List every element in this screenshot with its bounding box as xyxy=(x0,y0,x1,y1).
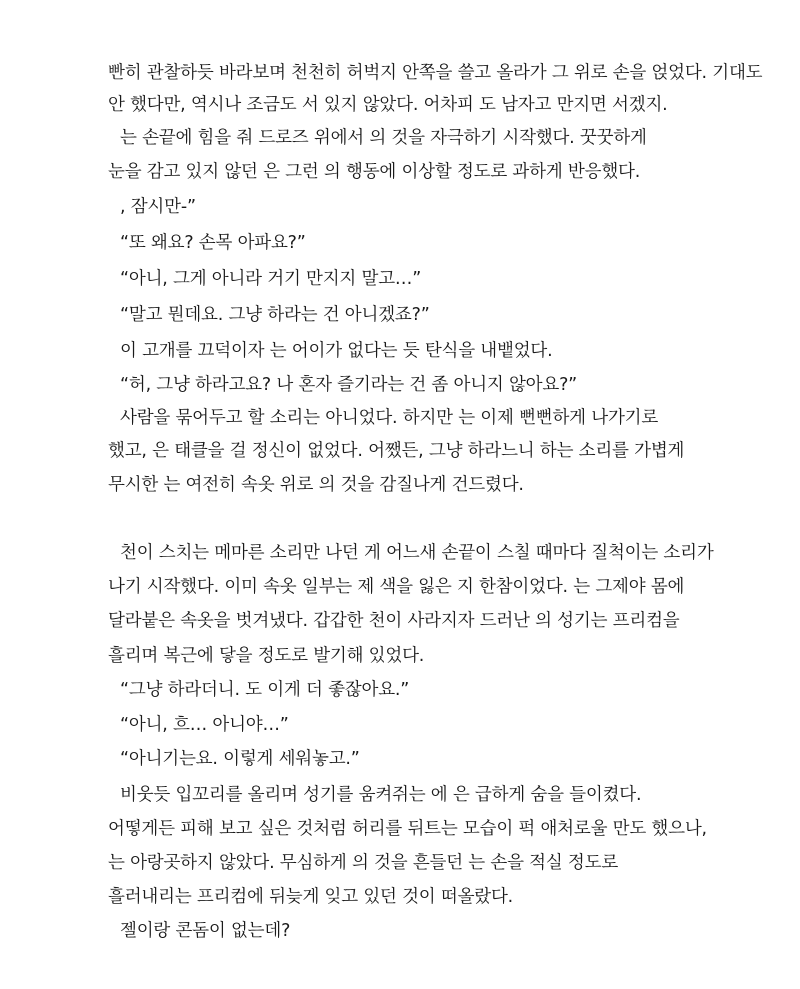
text-line: 이 고개를 끄덕이자 는 어이가 없다는 듯 탄식을 내뱉었다. xyxy=(120,341,553,361)
text-line: 눈을 감고 있지 않던 은 그런 의 행동에 이상할 정도로 과하게 반응했다. xyxy=(108,162,641,182)
text-line: 했고, 은 태클을 걸 정신이 없었다. 어쨌든, 그냥 하라느니 하는 소리를 가볍게 xyxy=(108,441,685,461)
text-line: “아니, 그게 아니라 거기 만지지 말고…” xyxy=(120,269,422,289)
text-line: 흘리며 복근에 닿을 정도로 발기해 있었다. xyxy=(108,646,425,666)
text-line: 무시한 는 여전히 속옷 위로 의 것을 감질나게 건드렸다. xyxy=(108,475,524,495)
text-line: , 잠시만-” xyxy=(120,197,196,217)
text-line: 빤히 관찰하듯 바라보며 천천히 허벅지 안쪽을 쓸고 올라가 그 위로 손을 얹었다. 기대도 xyxy=(108,63,763,83)
text-line: 달라붙은 속옷을 벗겨냈다. 갑갑한 천이 사라지자 드러난 의 성기는 프리컴을 xyxy=(108,611,680,631)
text-line: “말고 뭔데요. 그냥 하라는 건 아니겠죠?” xyxy=(120,305,430,325)
text-line: 안 했다만, 역시나 조금도 서 있지 않았다. 어차피 도 남자고 만지면 서겠지. xyxy=(108,95,668,115)
text-line: 어떻게든 피해 보고 싶은 것처럼 허리를 뒤트는 모습이 퍽 애처로울 만도 했으나, xyxy=(108,819,707,839)
text-line: “또 왜요? 손목 아파요?” xyxy=(120,233,306,253)
text-line: 나기 시작했다. 이미 속옷 일부는 제 색을 잃은 지 한참이었다. 는 그제야 몸에 xyxy=(108,577,685,597)
text-line: “허, 그냥 하라고요? 나 혼자 즐기라는 건 좀 아니지 않아요?” xyxy=(120,375,578,395)
text-line: 비웃듯 입꼬리를 올리며 성기를 움켜쥐는 에 은 급하게 숨을 들이켰다. xyxy=(120,785,642,805)
text-line: 흘러내리는 프리컴에 뒤늦게 잊고 있던 것이 떠올랐다. xyxy=(108,887,514,907)
text-line: “아니, 흐… 아니야…” xyxy=(120,715,289,735)
text-line: 사람을 묶어두고 할 소리는 아니었다. 하지만 는 이제 뻔뻔하게 나가기로 xyxy=(120,408,659,428)
text-line: 천이 스치는 메마른 소리만 나던 게 어느새 손끝이 스칠 때마다 질척이는 소리가 xyxy=(120,543,714,563)
text-line: “그냥 하라더니. 도 이게 더 좋잖아요.” xyxy=(120,680,410,700)
text-line: 는 손끝에 힘을 줘 드로즈 위에서 의 것을 자극하기 시작했다. 꿋꿋하게 xyxy=(120,128,647,148)
text-line: 젤이랑 콘돔이 없는데? xyxy=(120,921,291,941)
text-line: “아니기는요. 이렇게 세워놓고.” xyxy=(120,749,360,769)
text-line: 는 아랑곳하지 않았다. 무심하게 의 것을 흔들던 는 손을 적실 정도로 xyxy=(108,853,619,873)
